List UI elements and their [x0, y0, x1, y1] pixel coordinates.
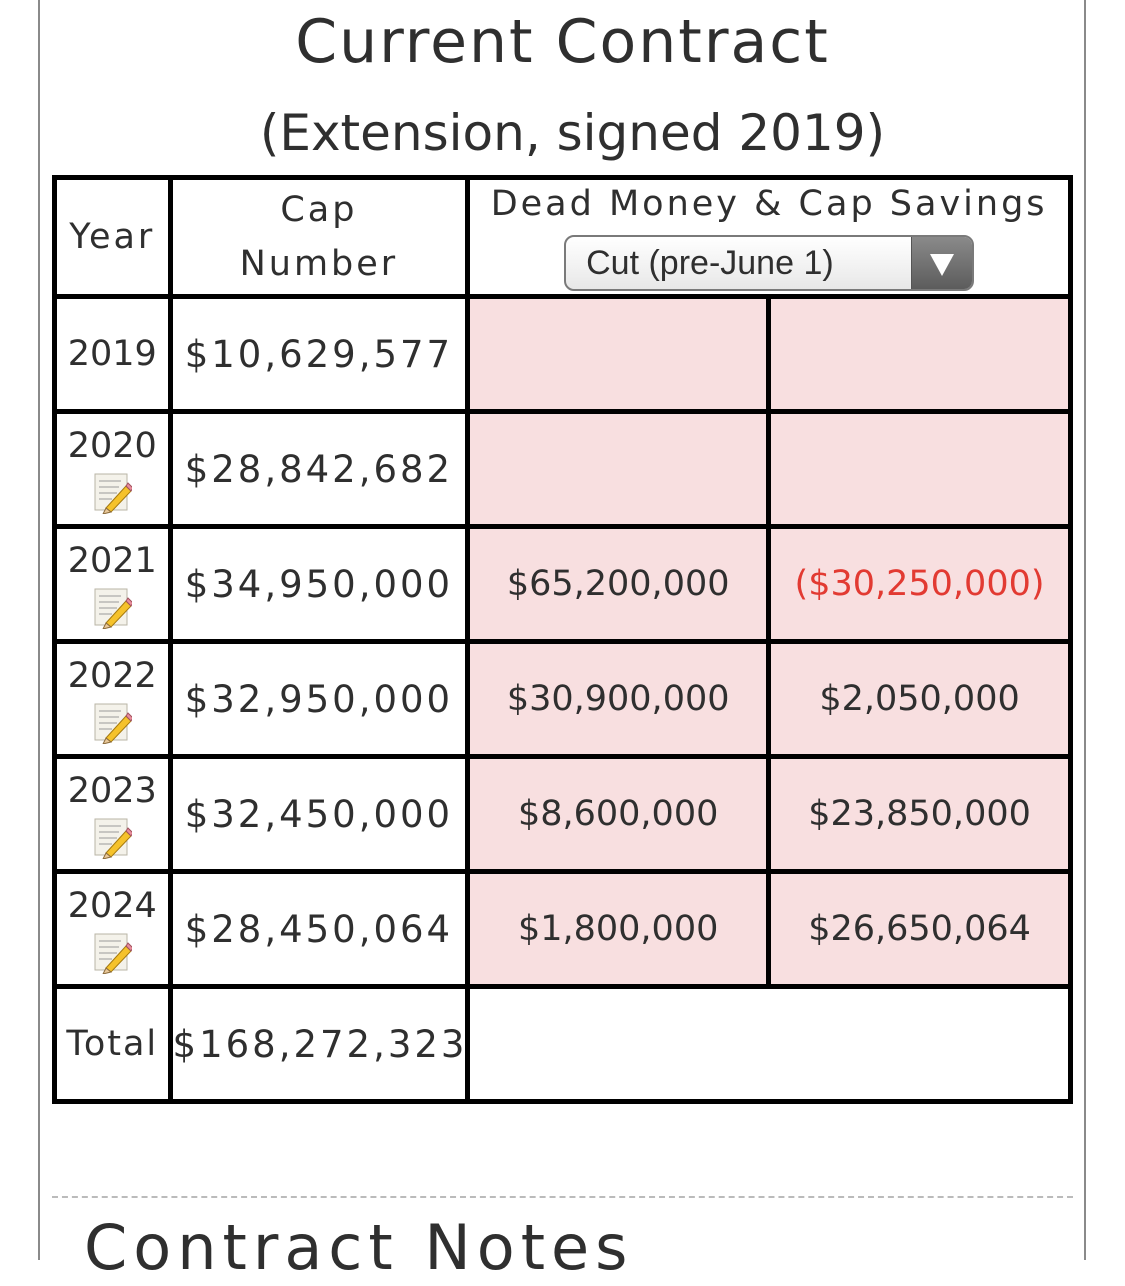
contract-note-icon[interactable]	[92, 472, 132, 514]
table-header-row	[55, 178, 1071, 297]
scenario-select-value: Cut (pre-June 1)	[586, 244, 834, 282]
table-row	[55, 872, 1071, 987]
cap-cell: $28,450,064	[170, 872, 468, 987]
table-row	[55, 642, 1071, 757]
section-divider	[52, 1196, 1073, 1198]
cap-savings-cell: $26,650,064	[769, 872, 1071, 987]
cap-savings-cell	[769, 297, 1071, 412]
header-cap-line2: Number	[239, 244, 399, 284]
year-cell	[55, 412, 171, 527]
cap-savings-cell: ($30,250,000)	[769, 527, 1071, 642]
dead-money-cell: $8,600,000	[468, 757, 769, 872]
cap-cell: $32,950,000	[170, 642, 468, 757]
cap-cell: $10,629,577	[170, 297, 468, 412]
contract-table	[52, 175, 1073, 1104]
contract-note-icon[interactable]	[92, 587, 132, 629]
contract-note-icon[interactable]	[92, 702, 132, 744]
dropdown-arrow-icon[interactable]	[911, 237, 972, 289]
contract-note-icon[interactable]	[92, 932, 132, 974]
year-cell	[55, 872, 171, 987]
cap-cell: $28,842,682	[170, 412, 468, 527]
year-label: 2022	[67, 656, 157, 696]
total-cap-cell: $168,272,323	[170, 987, 468, 1102]
dead-money-cell	[468, 412, 769, 527]
table-row	[55, 527, 1071, 642]
scenario-select[interactable]	[564, 235, 974, 291]
total-empty-cell	[468, 987, 1071, 1102]
header-dead-money-label: Dead Money & Cap Savings	[490, 184, 1048, 224]
dead-money-cell: $1,800,000	[468, 872, 769, 987]
header-year: Year	[55, 178, 171, 297]
dead-money-cell	[468, 297, 769, 412]
cap-savings-cell: $2,050,000	[769, 642, 1071, 757]
year-cell: 2019	[55, 297, 171, 412]
total-row	[55, 987, 1071, 1102]
cap-savings-cell: $23,850,000	[769, 757, 1071, 872]
contract-note-icon[interactable]	[92, 817, 132, 859]
table-row	[55, 412, 1071, 527]
year-cell	[55, 757, 171, 872]
cap-cell: $32,450,000	[170, 757, 468, 872]
header-dead-money	[468, 178, 1071, 297]
cap-cell: $34,950,000	[170, 527, 468, 642]
page-subtitle: (Extension, signed 2019)	[259, 104, 886, 162]
year-label: 2024	[67, 886, 157, 926]
contract-notes-heading: Contract Notes	[84, 1211, 634, 1284]
cap-savings-cell	[769, 412, 1071, 527]
year-cell	[55, 527, 171, 642]
dead-money-cell: $30,900,000	[468, 642, 769, 757]
header-cap-line1: Cap	[280, 190, 358, 230]
table-row	[55, 297, 1071, 412]
dead-money-cell: $65,200,000	[468, 527, 769, 642]
table-row	[55, 757, 1071, 872]
page-title: Current Contract	[295, 7, 830, 77]
header-cap-number	[170, 178, 468, 297]
year-label: 2023	[67, 771, 157, 811]
year-label: 2020	[67, 426, 157, 466]
total-label: Total	[55, 987, 171, 1102]
year-cell	[55, 642, 171, 757]
year-label: 2021	[67, 541, 157, 581]
